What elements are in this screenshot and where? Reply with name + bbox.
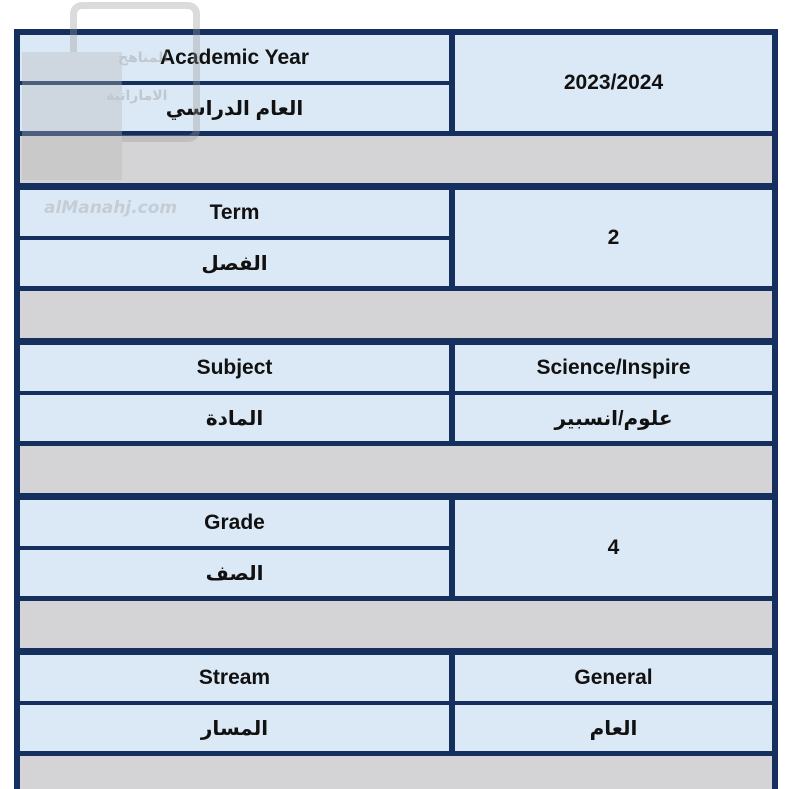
stream-value-en: General bbox=[455, 655, 772, 701]
grade-label-ar: الصف bbox=[20, 550, 449, 596]
watermark-url: alManahj.com bbox=[44, 198, 178, 218]
watermark-text-2: الاماراتية bbox=[106, 88, 168, 104]
info-table bbox=[14, 29, 778, 789]
term-label-ar: الفصل bbox=[20, 240, 449, 286]
term-value: 2 bbox=[455, 190, 772, 286]
subject-value-ar: علوم/انسبير bbox=[455, 395, 772, 441]
grade-label-en: Grade bbox=[20, 500, 449, 546]
row-separator bbox=[20, 291, 772, 338]
subject-value-en: Science/Inspire bbox=[455, 345, 772, 391]
grade-value: 4 bbox=[455, 500, 772, 596]
term-label-en: Term bbox=[20, 190, 449, 236]
row-separator bbox=[20, 136, 772, 183]
row-separator bbox=[20, 601, 772, 648]
subject-label-en: Subject bbox=[20, 345, 449, 391]
watermark-text-1: المناهج bbox=[118, 50, 169, 66]
subject-label-ar: المادة bbox=[20, 395, 449, 441]
stream-value-ar: العام bbox=[455, 705, 772, 751]
stream-label-en: Stream bbox=[20, 655, 449, 701]
row-separator bbox=[20, 446, 772, 493]
stream-label-ar: المسار bbox=[20, 705, 449, 751]
academic-year-label-en: Academic Year bbox=[20, 35, 449, 81]
academic-year-value: 2023/2024 bbox=[455, 35, 772, 131]
row-separator bbox=[20, 756, 772, 789]
academic-year-label-ar: العام الدراسي bbox=[20, 85, 449, 131]
